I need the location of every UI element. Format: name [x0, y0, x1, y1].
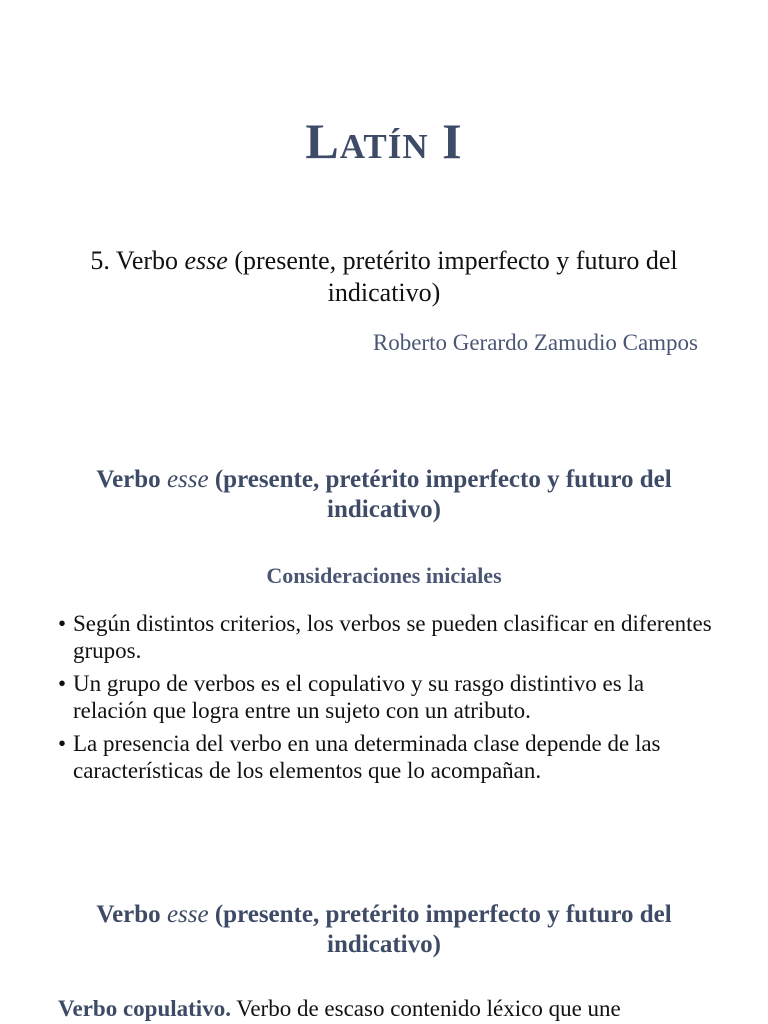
presentation-title: Latín I: [305, 113, 463, 169]
heading-suffix: (presente, pretérito imperfecto y futuro del indicativo): [208, 901, 672, 958]
bullet-text: Un grupo de verbos es el copulativo y su rasgo distintivo es la relación que logra entre un sujeto con un atributo.: [73, 671, 645, 723]
definition-paragraph: [58, 995, 738, 1022]
subtitle-prefix: 5. Verbo: [90, 246, 185, 275]
bullet-item: [58, 730, 718, 784]
slide-heading: [40, 900, 728, 960]
bullet-list: [58, 610, 718, 790]
bullet-item: [58, 670, 718, 724]
heading-prefix: Verbo: [96, 901, 167, 928]
bullet-item: [58, 610, 718, 664]
lesson-subtitle: [60, 245, 708, 309]
section-title: Consideraciones iniciales: [266, 563, 502, 588]
heading-prefix: Verbo: [96, 466, 167, 493]
heading-suffix: (presente, pretérito imperfecto y futuro del indicativo): [208, 466, 672, 523]
bullet-marker: •: [58, 671, 67, 696]
slide-heading: [40, 465, 728, 525]
bullet-marker: •: [58, 731, 67, 756]
bullet-text: Según distintos criterios, los verbos se pueden clasificar en diferentes grupos.: [73, 611, 712, 663]
title-slide: [0, 0, 768, 400]
subtitle-suffix: (presente, pretérito imperfecto y futuro del indicativo): [227, 246, 678, 307]
definition-slide: [0, 860, 768, 1024]
subtitle-italic-term: esse: [184, 246, 228, 275]
bullet-marker: •: [58, 611, 67, 636]
bullet-text: La presencia del verbo en una determinada clase depende de las características de los elementos que lo acompañan.: [73, 731, 661, 783]
considerations-slide: [0, 400, 768, 860]
heading-italic-term: esse: [166, 901, 209, 928]
definition-term: Verbo copulativo.: [58, 996, 231, 1021]
author-name: Roberto Gerardo Zamudio Campos: [372, 330, 698, 355]
definition-text: Verbo de escaso contenido léxico que une: [230, 996, 621, 1021]
heading-italic-term: esse: [166, 466, 209, 493]
